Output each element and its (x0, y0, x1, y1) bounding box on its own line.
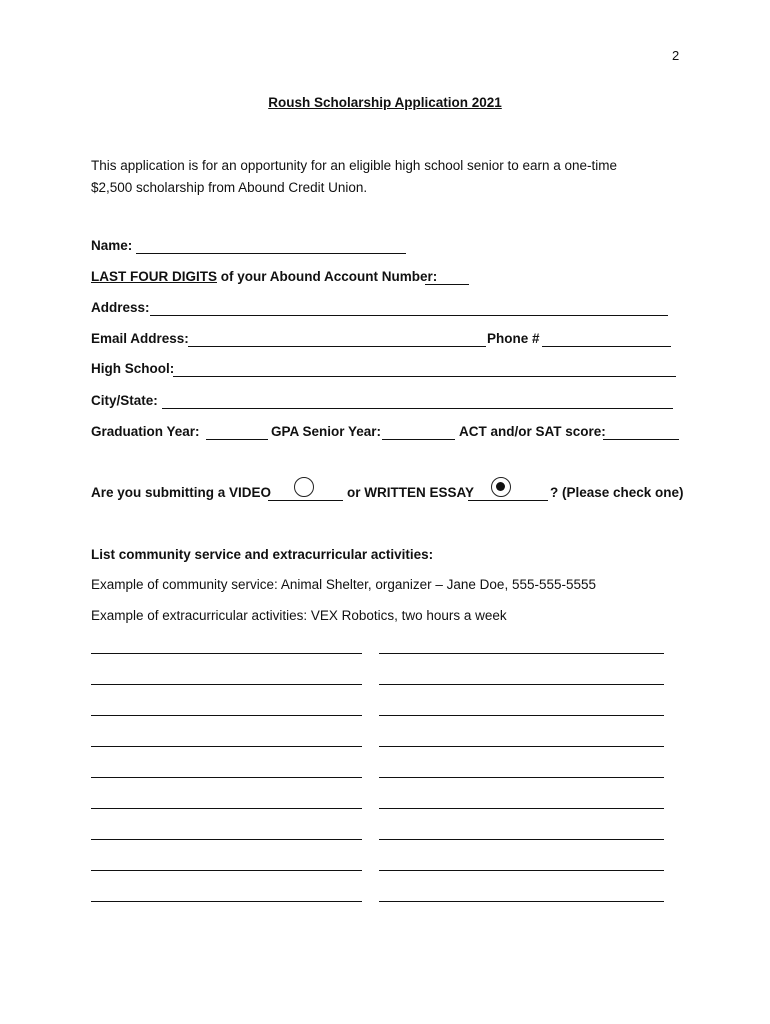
activity-field-left[interactable] (93, 760, 360, 778)
account-number-field[interactable] (427, 267, 467, 285)
name-label: Name: (91, 238, 133, 253)
address-field[interactable] (152, 298, 666, 316)
activity-field-left[interactable] (93, 636, 360, 654)
gpa-field[interactable] (384, 422, 453, 440)
intro-line-1: This application is for an opportunity for an eligible high school senior to earn a one-time (91, 158, 618, 173)
activity-field-left[interactable] (93, 791, 360, 809)
video-underline (268, 500, 343, 501)
email-field[interactable] (190, 329, 484, 347)
high-school-field[interactable] (175, 359, 674, 377)
activity-field-right[interactable] (381, 667, 662, 685)
phone-field[interactable] (544, 329, 669, 347)
example-community-service: Example of community service: Animal Shelter, organizer – Jane Doe, 555-555-5555 (91, 577, 597, 592)
activities-heading: List community service and extracurricular activities: (91, 547, 434, 562)
act-sat-field[interactable] (605, 422, 677, 440)
gpa-label: GPA Senior Year: (271, 424, 382, 439)
intro-line-2: $2,500 scholarship from Abound Credit Union. (91, 180, 368, 195)
city-state-label: City/State: (91, 393, 158, 408)
activity-field-left[interactable] (93, 698, 360, 716)
video-radio[interactable] (294, 477, 314, 497)
address-label: Address: (91, 300, 150, 315)
activity-field-right[interactable] (381, 760, 662, 778)
intro-paragraph (91, 155, 617, 199)
essay-or-label: or WRITTEN ESSAY (347, 485, 475, 500)
activity-field-left[interactable] (93, 884, 360, 902)
phone-label: Phone # (487, 331, 540, 346)
check-one-label: ? (Please check one) (550, 485, 684, 500)
activity-field-right[interactable] (381, 884, 662, 902)
graduation-year-field[interactable] (208, 422, 266, 440)
email-label: Email Address: (91, 331, 189, 346)
name-field[interactable] (138, 236, 404, 254)
account-label-rest: of your Abound Account Number: (217, 269, 438, 284)
page-number: 2 (672, 48, 680, 63)
account-number-label (91, 269, 437, 284)
activity-field-left[interactable] (93, 822, 360, 840)
graduation-year-label: Graduation Year: (91, 424, 200, 439)
page-title: Roush Scholarship Application 2021 (268, 95, 502, 110)
activity-field-right[interactable] (381, 698, 662, 716)
account-label-underlined: LAST FOUR DIGITS (91, 269, 217, 284)
submission-question: Are you submitting a VIDEO (91, 485, 272, 500)
essay-radio[interactable] (491, 477, 511, 497)
activity-field-left[interactable] (93, 667, 360, 685)
essay-underline (468, 500, 548, 501)
activity-field-left[interactable] (93, 853, 360, 871)
activity-field-right[interactable] (381, 729, 662, 747)
activity-field-right[interactable] (381, 791, 662, 809)
city-state-field[interactable] (164, 391, 671, 409)
activity-field-right[interactable] (381, 822, 662, 840)
activity-field-left[interactable] (93, 729, 360, 747)
activity-field-right[interactable] (381, 636, 662, 654)
high-school-label: High School: (91, 361, 175, 376)
act-sat-label: ACT and/or SAT score: (459, 424, 606, 439)
activity-field-right[interactable] (381, 853, 662, 871)
example-extracurricular: Example of extracurricular activities: VEX Robotics, two hours a week (91, 608, 507, 623)
essay-radio-dot (496, 482, 505, 491)
